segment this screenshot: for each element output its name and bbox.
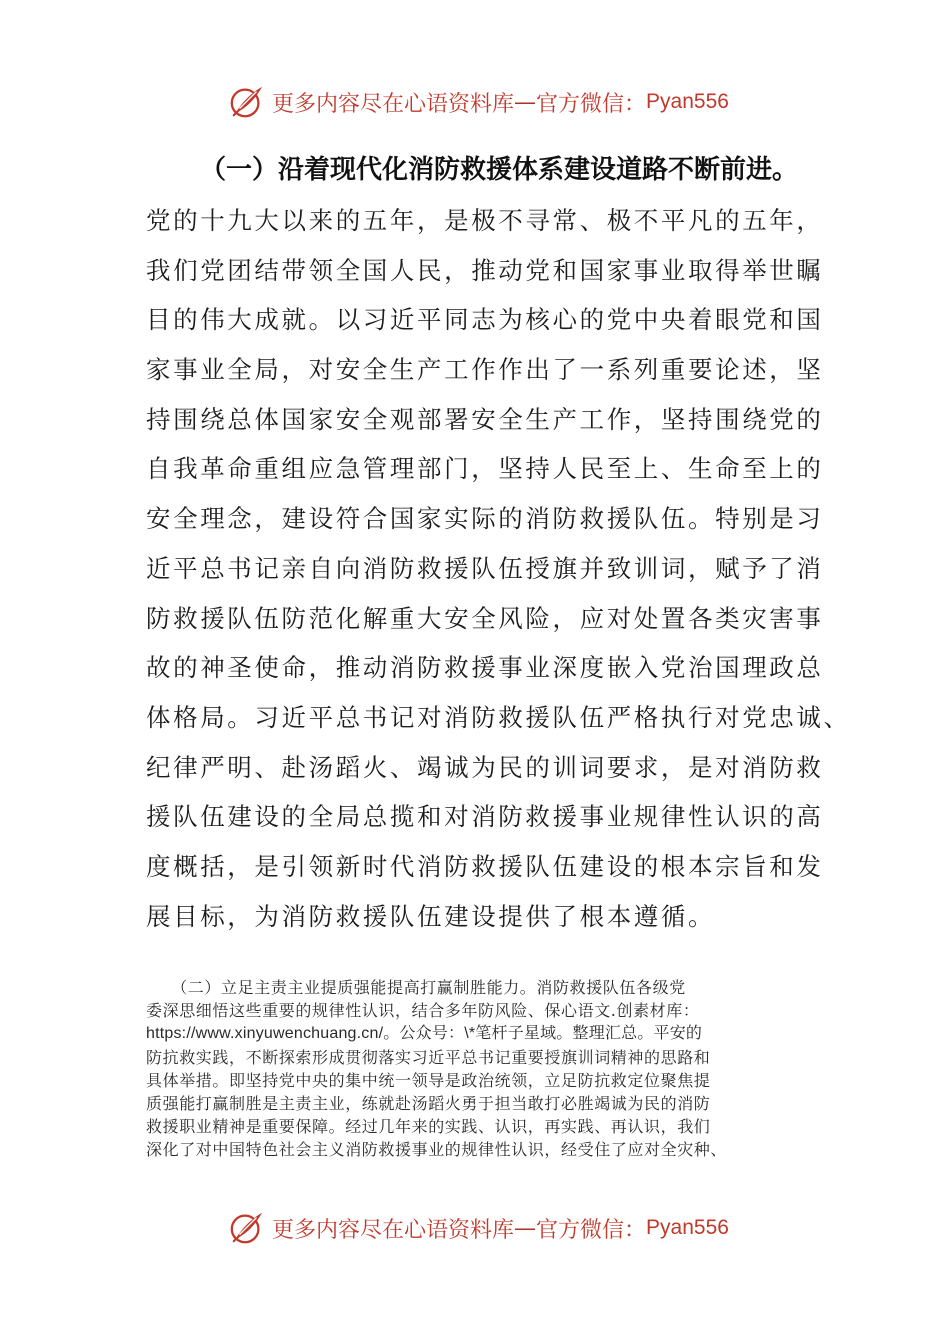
paragraph-line: 自我革命重组应急管理部门，坚持人民至上、生命至上的 [146, 454, 824, 484]
header-banner [228, 82, 748, 122]
small-paragraph-line: 具体举措。即坚持党中央的集中统一领导是政治统领，立足防抗救定位聚焦提 [146, 1070, 711, 1090]
banner-separator: — [514, 89, 537, 115]
contact-id: Pyan556 [646, 1216, 729, 1239]
paragraph-line: 家事业全局，对安全生产工作作出了一系列重要论述，坚 [146, 355, 824, 385]
small-paragraph-line: 委深思细悟这些重要的规律性认识，结合多年防风险、保心语文.创素材库： [146, 1001, 700, 1021]
contact-label: 官方微信： [536, 91, 647, 117]
paragraph-line: 党的十九大以来的五年，是极不寻常、极不平凡的五年， [146, 206, 824, 235]
quill-pen-logo-icon [228, 1209, 266, 1247]
small-paragraph-line: （二）立足主责主业提质强能提高打赢制胜能力。消防救援队伍各级党 [146, 978, 686, 997]
secondary-paragraph [146, 976, 806, 1162]
paragraph-line: 援队伍建设的全局总揽和对消防救援事业规律性认识的高 [146, 802, 824, 832]
small-paragraph-line: 防抗救实践，不断探索形成贯彻落实习近平总书记重要授旗训词精神的思路和 [146, 1047, 711, 1067]
paragraph-line: 目的伟大成就。以习近平同志为核心的党中央着眼党和国 [146, 305, 824, 335]
small-paragraph-line: 救援职业精神是重要保障。经过几年来的实践、认识，再实践、再认识，我们 [146, 1117, 711, 1137]
paragraph-line: 持围绕总体国家安全观部署安全生产工作，坚持围绕党的 [146, 404, 824, 434]
paragraph-line: 度概括，是引领新时代消防救援队伍建设的根本宗旨和发 [146, 851, 824, 881]
brand-name: 更多内容尽在心语资料库 [272, 91, 515, 117]
section-heading: （一）沿着现代化消防救援体系建设道路不断前进。 [200, 155, 799, 185]
paragraph-line: 纪律严明、赴汤蹈火、竭诚为民的训词要求，是对消防救 [146, 752, 824, 782]
main-paragraph [146, 196, 851, 941]
paragraph-line: 近平总书记亲自向消防救援队伍授旗并致训词，赋予了消 [146, 553, 824, 583]
contact-label: 官方微信： [536, 1217, 647, 1243]
paragraph-line: 防救援队伍防范化解重大安全风险，应对处置各类灾害事 [146, 603, 824, 633]
paragraph-line: 展目标，为消防救援队伍建设提供了根本遵循。 [146, 901, 716, 931]
paragraph-line: 故的神圣使命，推动消防救援事业深度嵌入党治国理政总 [146, 653, 824, 683]
quill-pen-logo-icon [228, 83, 266, 121]
small-paragraph-line-with-link: https://www.xinyuwenchuang.cn/。公众号：\*笔杆子星域。整理汇总。平安的 [146, 1025, 703, 1043]
brand-name: 更多内容尽在心语资料库 [272, 1217, 515, 1243]
paragraph-line: 我们党团结带领全国人民，推动党和国家事业取得举世瞩 [146, 255, 824, 285]
paragraph-line: 体格局。习近平总书记对消防救援队伍严格执行对党忠诚、 [146, 702, 851, 732]
small-paragraph-line: 质强能打赢制胜是主责主业，练就赴汤蹈火勇于担当敢打必胜竭诚为民的消防 [146, 1093, 711, 1113]
paragraph-line: 安全理念，建设符合国家实际的消防救援队伍。特别是习 [146, 504, 824, 534]
small-paragraph-line: 深化了对中国特色社会主义消防救援事业的规律性认识，经受住了应对全灾种、 [146, 1140, 728, 1160]
footer-banner [228, 1208, 748, 1248]
banner-separator: — [514, 1215, 537, 1241]
contact-id: Pyan556 [646, 90, 729, 113]
